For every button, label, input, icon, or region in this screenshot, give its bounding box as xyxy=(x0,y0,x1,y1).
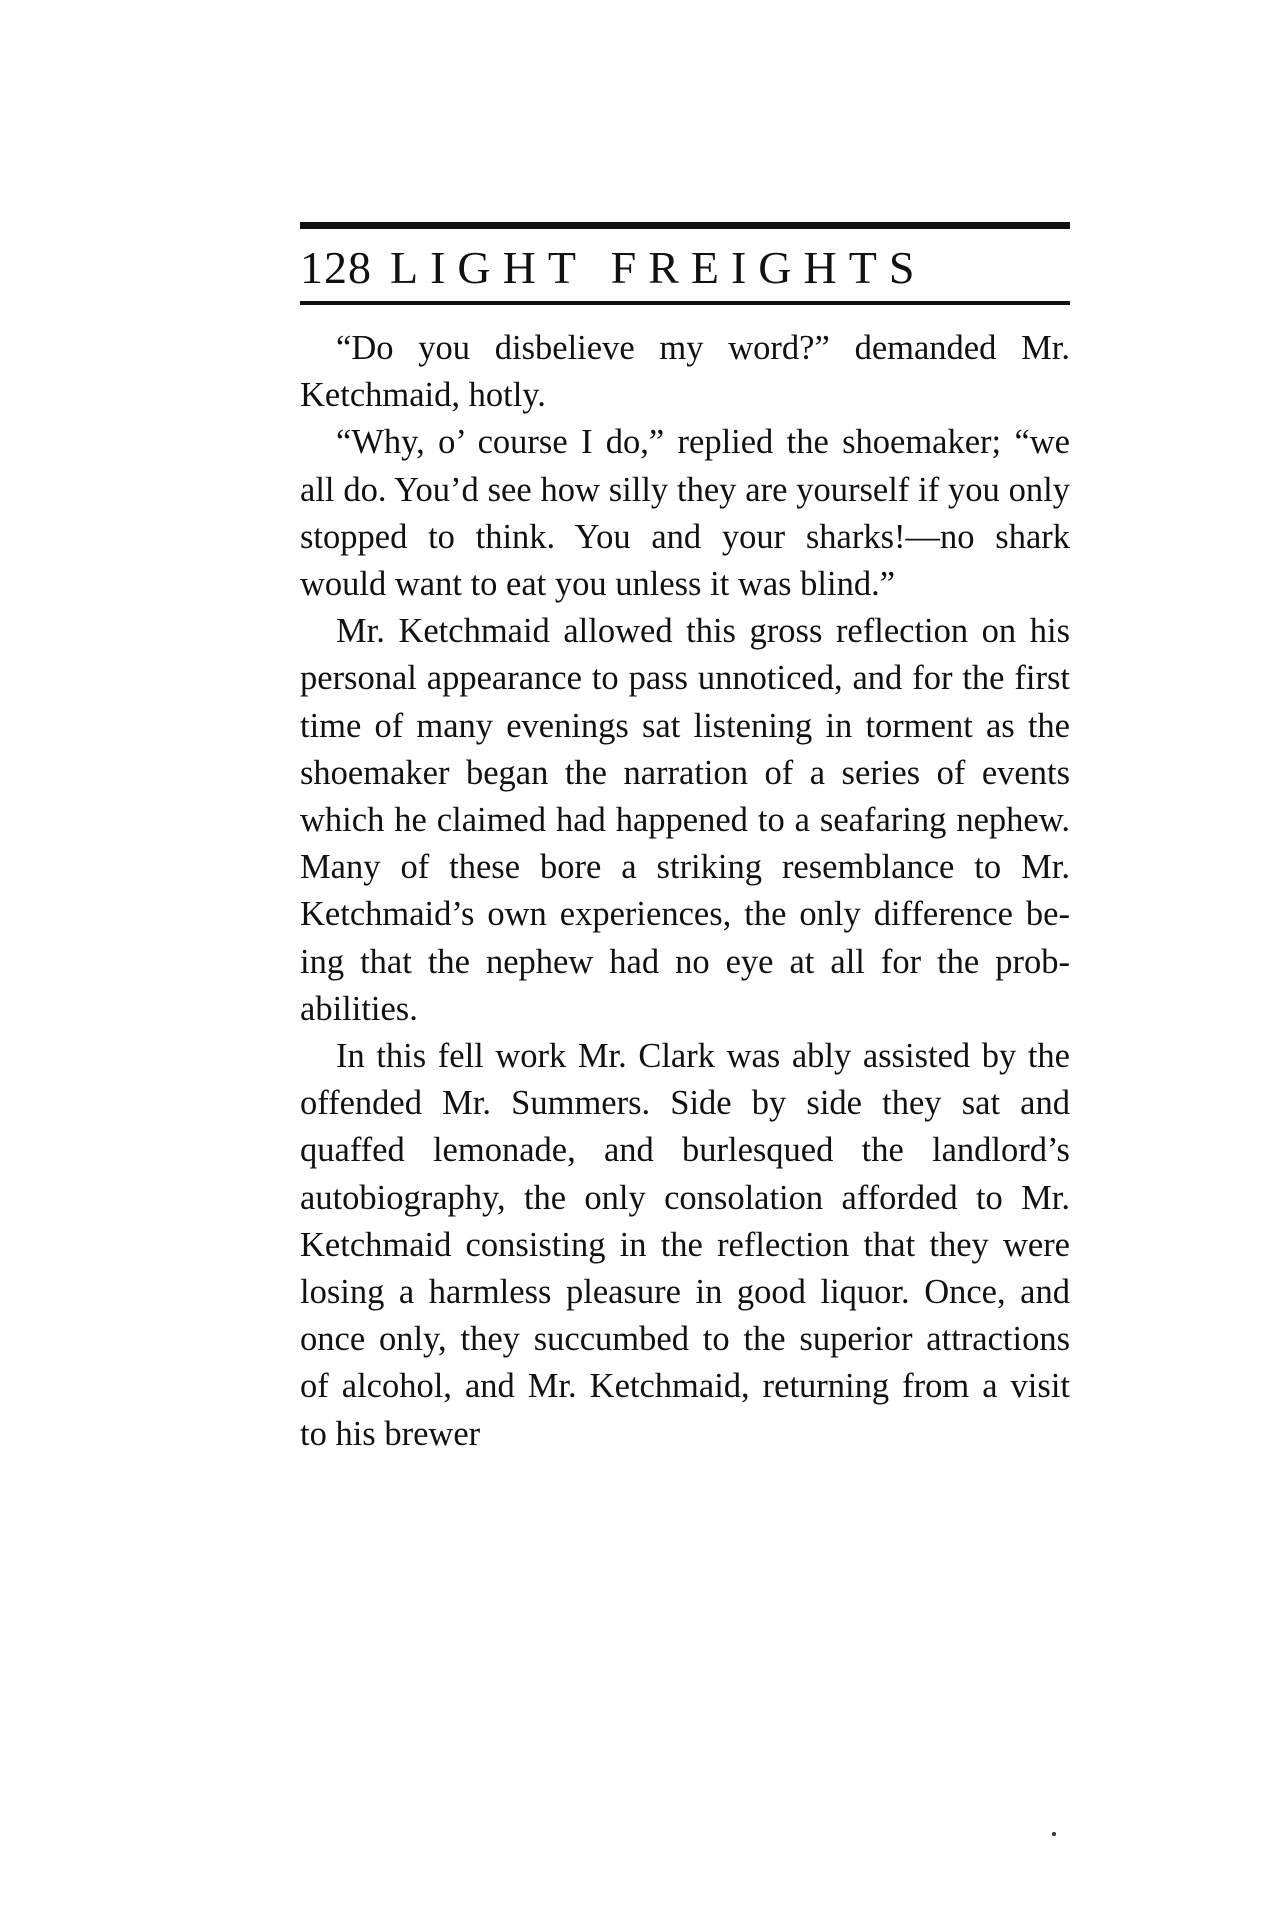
paper-speck xyxy=(1052,1832,1056,1836)
paragraph: “Why, o’ course I do,” replied the shoemaker; “we all do. You’d see how silly they are yourself if you only stopped to think. You and your sharks!—no shark would want to eat you unless it was blind.” xyxy=(300,423,1070,604)
header-rule-bottom xyxy=(300,301,1070,305)
header-rule-top xyxy=(300,222,1070,229)
running-head xyxy=(300,229,1070,301)
body-text xyxy=(300,325,1070,1458)
paragraph: “Do you disbelieve my word?” demanded Mr. Ketchmaid, hotly. xyxy=(300,329,1070,415)
page-number: 128 xyxy=(300,242,372,293)
paragraph: In this fell work Mr. Clark was ably assisted by the offended Mr. Summers. Side by side they sat and quaffed lemonade, and burlesqued the landlord’s autobiography, the only consolation afforded to Mr. Ketchmaid consisting in the reflection that they were losing a harmless pleasure in good liquor. Once, and once only, they succumbed to the superior attractions of alcohol, and Mr. Ketchmaid, returning from a visit to his brewer xyxy=(300,1037,1070,1453)
book-page xyxy=(300,222,1070,1458)
paragraph: Mr. Ketchmaid allowed this gross reflection on his personal appearance to pass unnoticed, and for the first time of many evenings sat listening in torment as the shoemaker began the narration of a series of events which he claimed had happened to a seafaring nephew. Many of these bore a striking resemblance to Mr. Ketchmaid’s own experiences, the only difference being that the nephew had no eye at all for the probabilities. xyxy=(300,612,1070,1028)
book-title: LIGHT FREIGHTS xyxy=(390,242,927,293)
